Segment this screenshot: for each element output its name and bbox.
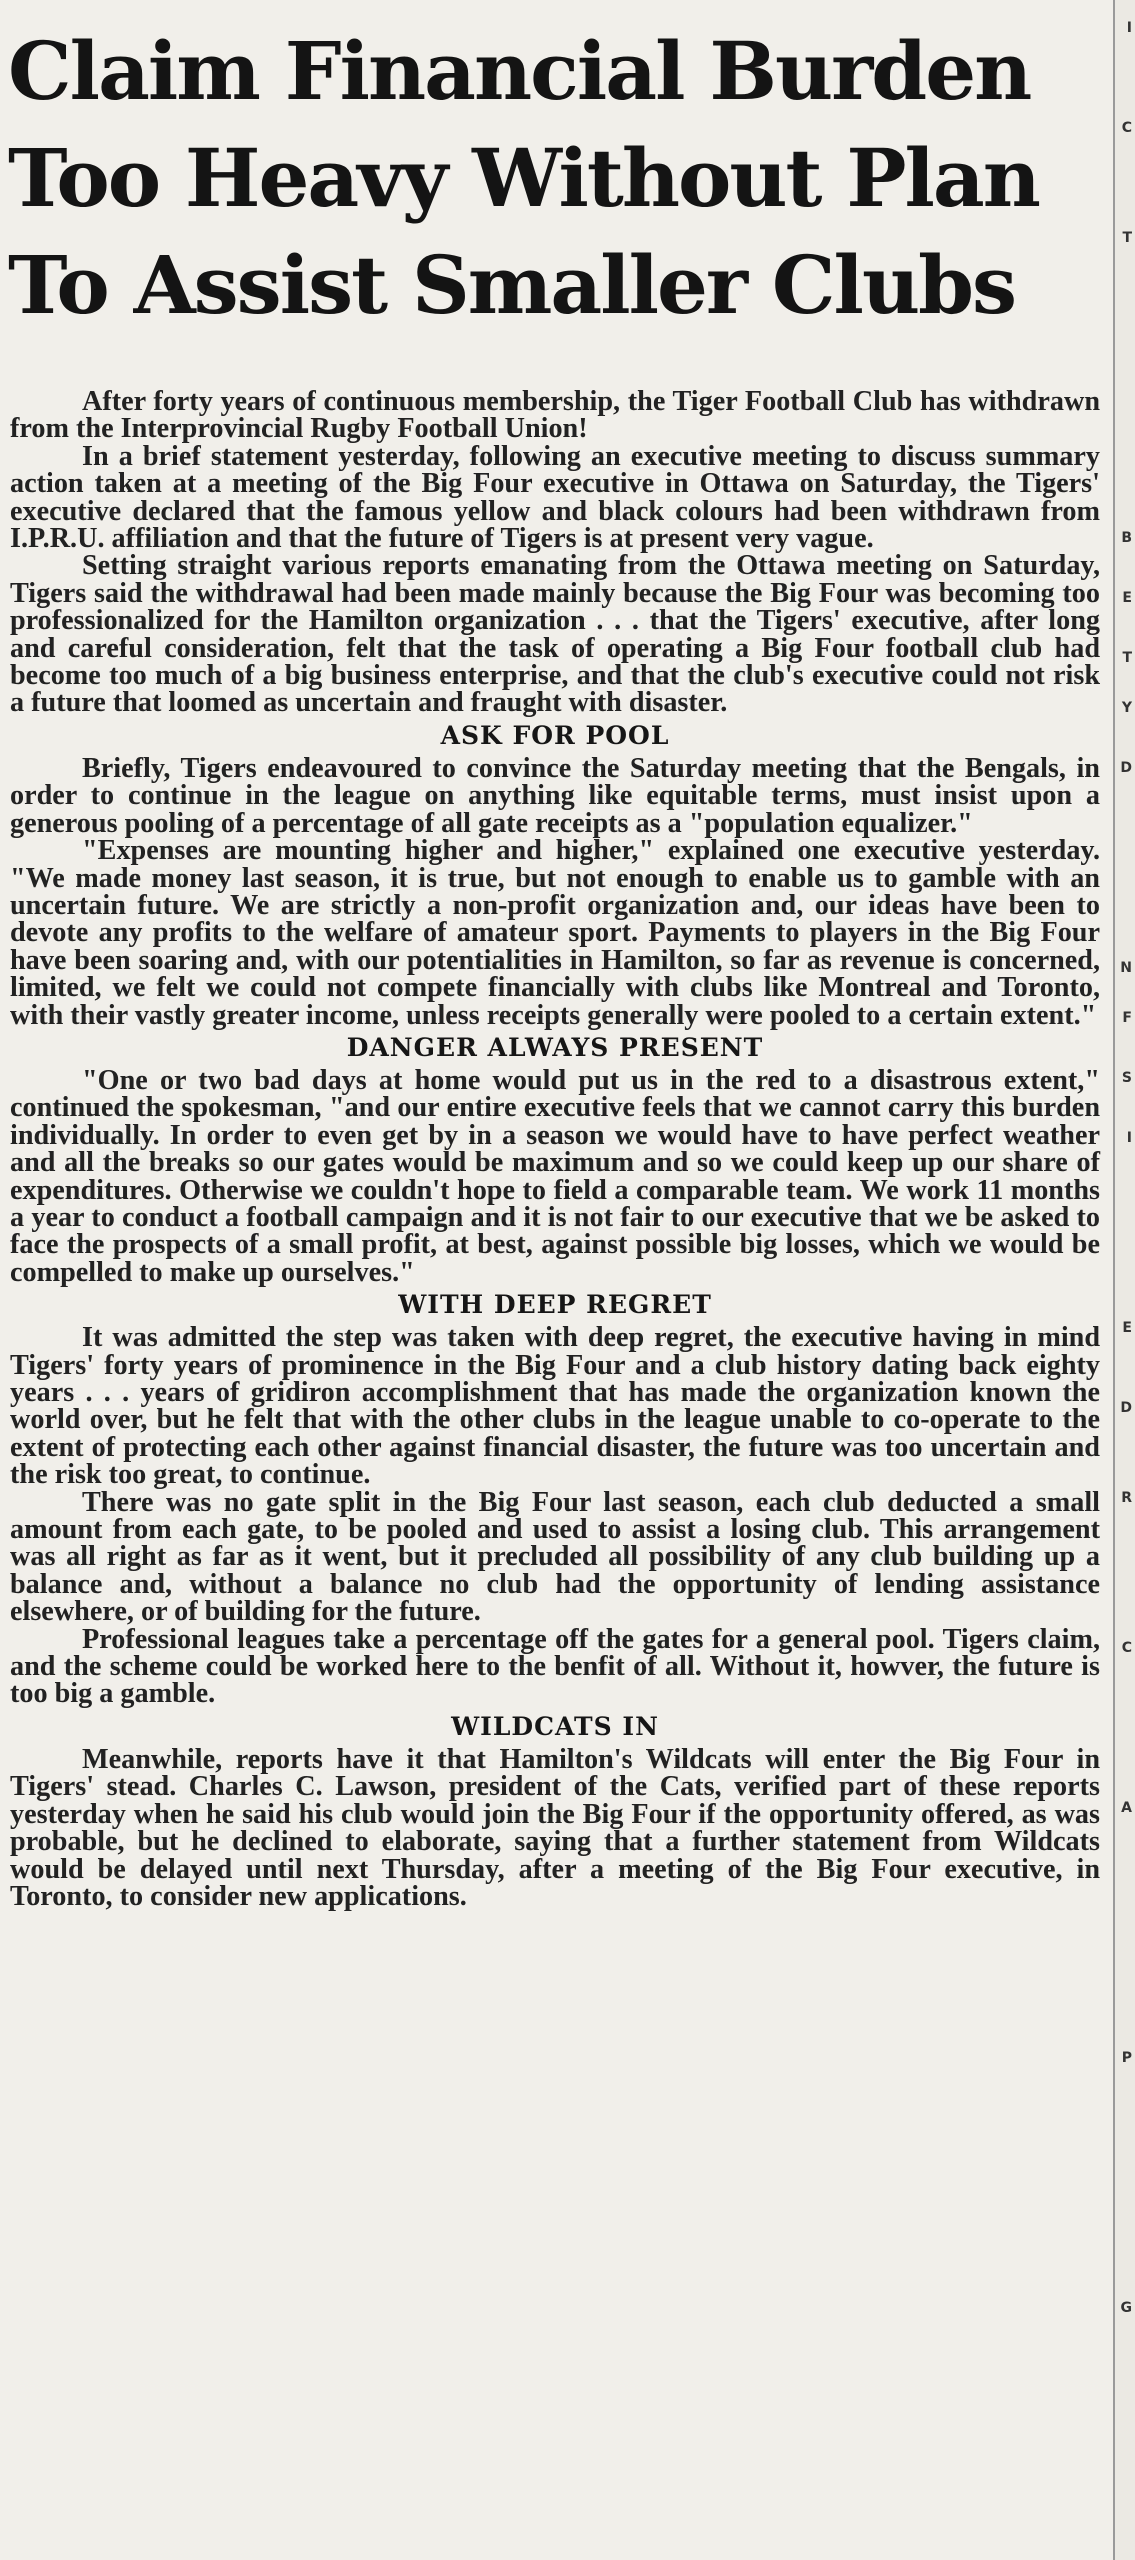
edge-fragment-letter: R: [1121, 1490, 1132, 1506]
edge-fragment-letter: Y: [1121, 700, 1132, 716]
headline: [8, 18, 1098, 339]
paragraph: Meanwhile, reports have it that Hamilton's Wildcats will enter the Big Four in Tigers' stead. Charles C. Lawson, president of the Cats, verified part of these reports yesterday when he said his club would join the Big Four if the opportunity offered, as was probable, but he declined to elaborate, saying that a further statement from Wildcats would be delayed until next Thursday, after a meeting of the Big Four executive, in Toronto, to consider new applications.: [10, 1743, 1100, 1912]
edge-fragment-letter: E: [1122, 1320, 1132, 1336]
paragraph: "One or two bad days at home would put us in the red to a disastrous extent," continued the spokesman, "and our entire executive feels that we cannot carry this burden individually. In order to even get by in a season we would have to have perfect weather and all the breaks so our gates would be maximum and so we could keep up our share of expenditures. Otherwise we couldn't hope to field a comparable team. We work 11 months a year to conduct a football campaign and it is not fair to our executive that we be asked to face the prospects of a small profit, at best, against possible big losses, which we would be compelled to make up ourselves.": [10, 1064, 1100, 1288]
subhead: WITH DEEP REGRET: [398, 1290, 712, 1320]
headline-line-2: Too Heavy Without Plan: [8, 131, 1039, 225]
article-body: [10, 388, 1100, 1910]
edge-fragment-letter: D: [1120, 1400, 1132, 1416]
paragraph: Professional leagues take a percentage off the gates for a general pool. Tigers claim, and the scheme could be worked here to the benfit of all. Without it, howver, the future is too big a gamble.: [10, 1623, 1100, 1710]
headline-line-1: Claim Financial Burden: [8, 24, 1031, 118]
headline-line-3: To Assist Smaller Clubs: [8, 238, 1016, 332]
edge-fragment-letter: E: [1122, 590, 1132, 606]
edge-fragment-letter: C: [1121, 120, 1132, 136]
edge-fragment-letter: A: [1121, 1800, 1132, 1816]
edge-fragment-letter: S: [1121, 1070, 1132, 1086]
paragraph: Setting straight various reports emanating from the Ottawa meeting on Saturday, Tigers said the withdrawal had been made mainly because the Big Four was becoming too professionalized for the Hamilton organization . . . that the Tigers' executive, after long and careful consideration, felt that the task of operating a Big Four football club had become too much of a big business enterprise, and that the club's executive could not risk a future that loomed as uncertain and fraught with disaster.: [10, 550, 1100, 719]
edge-fragment-letter: N: [1120, 960, 1132, 976]
edge-fragment-letter: T: [1122, 650, 1132, 666]
paragraph: There was no gate split in the Big Four last season, each club deducted a small amount from each gate, to be pooled and used to assist a losing club. This arrangement was all right as far as it went, but it precluded all possibility of any club building up a balance and, without a balance no club had the opportunity of lending assistance elsewhere, or of building for the future.: [10, 1486, 1100, 1628]
adjacent-column-edge: [1113, 0, 1135, 2560]
paragraph: In a brief statement yesterday, following an executive meeting to discuss summary action taken at a meeting of the Big Four executive in Ottawa on Saturday, the Tigers' executive declared that the famous yellow and black colours had been withdrawn from I.P.R.U. affiliation and that the future of Tigers is at present very vague.: [10, 440, 1100, 555]
edge-fragment-letter: I: [1126, 1130, 1132, 1146]
subhead: ASK FOR POOL: [440, 720, 670, 750]
edge-fragment-letter: T: [1122, 230, 1132, 246]
edge-fragment-letter: F: [1122, 1010, 1132, 1026]
subhead: DANGER ALWAYS PRESENT: [346, 1032, 764, 1062]
edge-fragment-letter: B: [1121, 530, 1132, 546]
edge-fragment-letter: G: [1120, 2300, 1132, 2316]
subhead: WILDCATS IN: [451, 1711, 659, 1741]
paragraph: It was admitted the step was taken with deep regret, the executive having in mind Tigers' forty years of prominence in the Big Four and a club history dating back eighty years . . . years of gridiron accomplishment that has made the organization known the world over, but he felt that with the other clubs in the league unable to co-operate to the extent of protecting each other against financial disaster, the future was too uncertain and the risk too great, to continue.: [10, 1322, 1100, 1491]
edge-fragment-letter: D: [1120, 760, 1132, 776]
edge-fragment-letter: I: [1126, 20, 1132, 36]
paragraph: Briefly, Tigers endeavoured to convince the Saturday meeting that the Bengals, in order to continue in the league on anything like equitable terms, must insist upon a generous pooling of a percentage of all gate receipts as a "population equalizer.": [10, 752, 1100, 839]
edge-fragment-letter: P: [1121, 2050, 1132, 2066]
paragraph: "Expenses are mounting higher and higher," explained one executive yesterday. "We made money last season, it is true, but not enough to enable us to gamble with an uncertain future. We are strictly a non-profit organization and, our ideas have been to devote any profits to the welfare of amateur sport. Payments to players in the Big Four have been soaring and, with our potentialities in Hamilton, so far as revenue is concerned, limited, we felt we could not compete financially with clubs like Montreal and Toronto, with their vastly greater income, unless receipts generally were pooled to a certain extent.": [10, 835, 1100, 1031]
edge-fragment-letter: C: [1121, 1640, 1132, 1656]
paragraph: After forty years of continuous membership, the Tiger Football Club has withdrawn from the Interprovincial Rugby Football Union!: [10, 386, 1100, 445]
